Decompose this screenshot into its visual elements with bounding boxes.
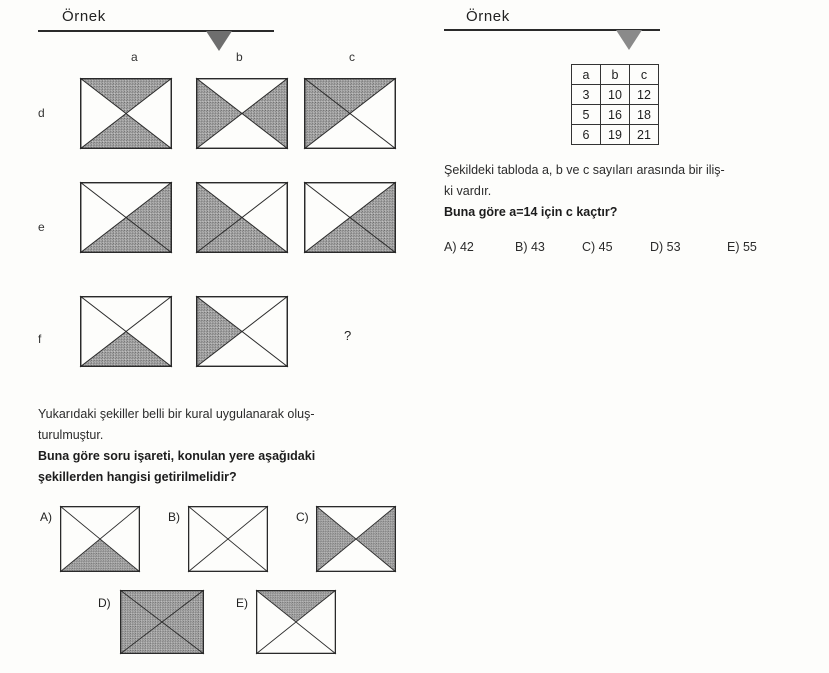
figure-d-b	[196, 78, 288, 149]
option-b-label[interactable]: B)	[168, 510, 180, 524]
column-label-c: c	[349, 50, 355, 64]
answer-d[interactable]: D) 53	[650, 240, 681, 254]
table-cell: 3	[572, 85, 601, 105]
table-header-row	[572, 65, 659, 85]
right-bold-line: Buna göre a=14 için c kaçtır?	[444, 205, 618, 219]
table-header-cell: a	[572, 65, 601, 85]
answer-c[interactable]: C) 45	[582, 240, 613, 254]
option-a-label[interactable]: A)	[40, 510, 52, 524]
table-cell: 16	[601, 105, 630, 125]
left-heading: Örnek	[62, 8, 106, 25]
row-label-d: d	[38, 106, 45, 120]
table-cell: 6	[572, 125, 601, 145]
left-heading-flag	[206, 31, 232, 51]
option-b-figure[interactable]	[188, 506, 268, 572]
answer-e[interactable]: E) 55	[727, 240, 757, 254]
left-question-text	[38, 404, 418, 488]
column-label-b: b	[236, 50, 243, 64]
option-c-label[interactable]: C)	[296, 510, 309, 524]
left-heading-rule	[38, 30, 274, 32]
option-c-figure[interactable]	[316, 506, 396, 572]
left-text-line-2: turulmuştur.	[38, 428, 104, 442]
table-cell: 5	[572, 105, 601, 125]
table-row	[572, 85, 659, 105]
option-e-figure[interactable]	[256, 590, 336, 654]
right-text-line-1: Şekildeki tabloda a, b ve c sayıları arasında bir iliş-	[444, 163, 725, 177]
row-label-e: e	[38, 220, 45, 234]
right-question-text	[444, 160, 814, 223]
table-header-cell: b	[601, 65, 630, 85]
table-row	[572, 105, 659, 125]
option-d-figure[interactable]	[120, 590, 204, 654]
table-row	[572, 125, 659, 145]
answer-a[interactable]: A) 42	[444, 240, 474, 254]
figure-e-b	[196, 182, 288, 253]
answer-b[interactable]: B) 43	[515, 240, 545, 254]
table-header-cell: c	[630, 65, 659, 85]
table-cell: 21	[630, 125, 659, 145]
figure-e-c	[304, 182, 396, 253]
right-text-line-2: ki vardır.	[444, 184, 492, 198]
option-e-label[interactable]: E)	[236, 596, 248, 610]
right-heading: Örnek	[466, 8, 510, 25]
row-label-f: f	[38, 332, 42, 346]
figure-d-c	[304, 78, 396, 149]
right-heading-flag	[616, 30, 642, 50]
figure-d-a	[80, 78, 172, 149]
question-mark: ?	[344, 328, 352, 343]
figure-f-a	[80, 296, 172, 367]
number-table	[571, 64, 659, 145]
left-bold-line-2: şekillerden hangisi getirilmelidir?	[38, 470, 237, 484]
left-bold-line-1: Buna göre soru işareti, konulan yere aşağıdaki	[38, 449, 316, 463]
table-cell: 18	[630, 105, 659, 125]
option-a-figure[interactable]	[60, 506, 140, 572]
figure-e-a	[80, 182, 172, 253]
column-label-a: a	[131, 50, 138, 64]
figure-f-b	[196, 296, 288, 367]
table-cell: 19	[601, 125, 630, 145]
left-text-line-1: Yukarıdaki şekiller belli bir kural uygulanarak oluş-	[38, 407, 315, 421]
table-cell: 12	[630, 85, 659, 105]
option-d-label[interactable]: D)	[98, 596, 111, 610]
table-cell: 10	[601, 85, 630, 105]
